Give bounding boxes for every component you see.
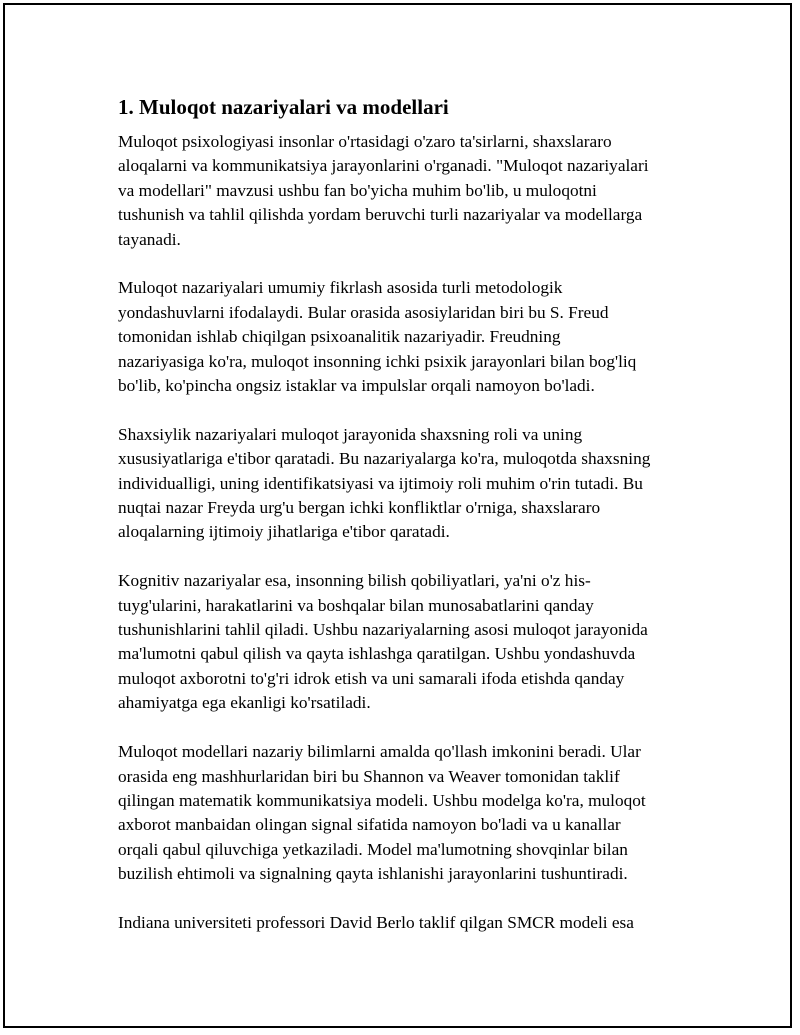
paragraph-line: nuqtai nazar Freyda urg'u bergan ichki konfliktlar o'rniga, shaxslararo — [118, 498, 601, 518]
paragraph-line: buzilish ehtimoli va signalning qayta ishlanishi jarayonlarini tushuntiradi. — [118, 864, 628, 884]
paragraph-line: Kognitiv nazariyalar esa, insonning bilish qobiliyatlari, ya'ni o'z his- — [118, 571, 591, 591]
paragraph-line: ma'lumotni qabul qilish va qayta ishlashga qaratilgan. Ushbu yondashuvda — [118, 644, 636, 664]
paragraph-line: Muloqot nazariyalari umumiy fikrlash asosida turli metodologik — [118, 278, 563, 298]
paragraph-line: Indiana universiteti professori David Berlo taklif qilgan SMCR modeli esa — [118, 912, 634, 932]
paragraph-line: tushunish va tahlil qilishda yordam beruvchi turli nazariyalar va modellarga — [118, 205, 643, 225]
paragraph — [118, 276, 698, 398]
paragraph-line: ahamiyatga ega ekanligi ko'rsatiladi. — [118, 693, 371, 713]
paragraph-line: tayanadi. — [118, 229, 181, 249]
paragraph-line: tushunishlarini tahlil qiladi. Ushbu nazariyalarning asosi muloqot jarayonida — [118, 620, 648, 640]
paragraph-line: va modellari" mavzusi ushbu fan bo'yicha muhim bo'lib, u muloqotni — [118, 180, 597, 200]
paragraph — [118, 911, 698, 935]
paragraph-line: tuyg'ularini, harakatlarini va boshqalar bilan munosabatlarini qanday — [118, 595, 594, 615]
paragraph-line: yondashuvlarni ifodalaydi. Bular orasida asosiylaridan biri bu S. Freud — [118, 302, 609, 322]
paragraph-line: aloqalarni va kommunikatsiya jarayonlarini o'rganadi. "Muloqot nazariyalari — [118, 156, 649, 176]
paragraph-line: Shaxsiylik nazariyalari muloqot jarayonida shaxsning roli va uning — [118, 424, 583, 444]
document-body — [118, 94, 698, 960]
paragraph-line: orqali qabul qiluvchiga yetkaziladi. Model ma'lumotning shovqinlar bilan — [118, 839, 628, 859]
paragraph-list — [118, 130, 698, 935]
paragraph-line: tomonidan ishlab chiqilgan psixoanalitik nazariyadir. Freudning — [118, 327, 561, 347]
paragraph-line: orasida eng mashhurlaridan biri bu Shannon va Weaver tomonidan taklif — [118, 766, 620, 786]
paragraph-line: axborot manbaidan olingan signal sifatida namoyon bo'ladi va u kanallar — [118, 815, 621, 835]
paragraph-line: Muloqot modellari nazariy bilimlarni amalda qo'llash imkonini beradi. Ular — [118, 742, 641, 762]
paragraph-line: bo'lib, ko'pincha ongsiz istaklar va impulslar orqali namoyon bo'ladi. — [118, 376, 595, 396]
paragraph — [118, 423, 698, 545]
paragraph — [118, 740, 698, 886]
paragraph — [118, 130, 698, 252]
paragraph-line: muloqot axborotni to'g'ri idrok etish va uni samarali ifoda etishda qanday — [118, 668, 625, 688]
paragraph-line: nazariyasiga ko'ra, muloqot insonning ichki psixik jarayonlari bilan bog'liq — [118, 351, 637, 371]
paragraph-line: Muloqot psixologiyasi insonlar o'rtasidagi o'zaro ta'sirlarni, shaxslararo — [118, 132, 612, 151]
paragraph-line: qilingan matematik kommunikatsiya modeli. Ushbu modelga ko'ra, muloqot — [118, 790, 646, 810]
paragraph-line: individualligi, uning identifikatsiyasi va ijtimoiy roli muhim o'rin tutadi. Bu — [118, 473, 643, 493]
paragraph — [118, 569, 698, 715]
paragraph-line: aloqalarning ijtimoiy jihatlariga e'tibor qaratadi. — [118, 522, 450, 542]
section-heading: 1. Muloqot nazariyalari va modellari — [118, 95, 449, 119]
paragraph-line: xususiyatlariga e'tibor qaratadi. Bu nazariyalarga ko'ra, muloqotda shaxsning — [118, 449, 651, 469]
